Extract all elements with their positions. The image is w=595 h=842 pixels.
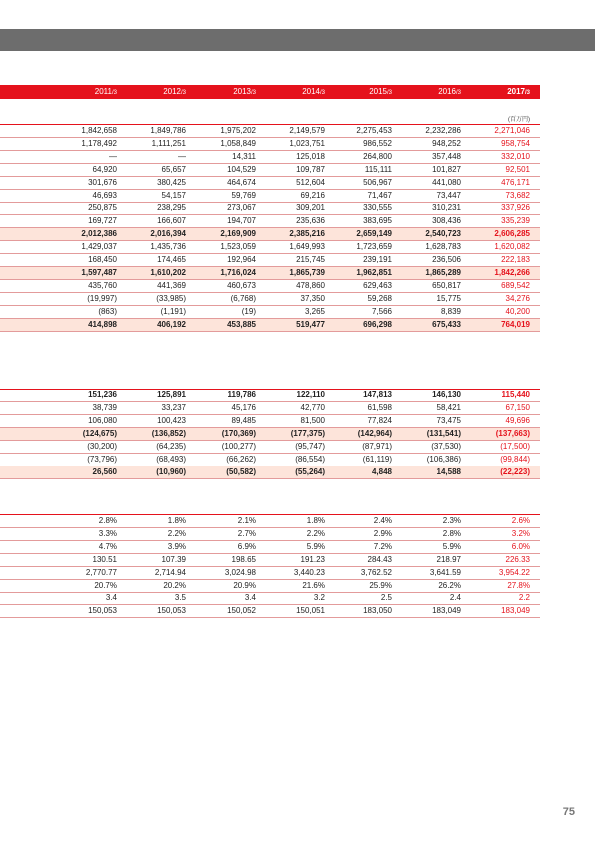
income-row bbox=[0, 280, 540, 293]
table-cell: 383,695 bbox=[363, 216, 392, 226]
cashflow-row bbox=[0, 441, 540, 454]
table-cell: 27.8% bbox=[507, 580, 530, 590]
table-cell: 183,049 bbox=[501, 606, 530, 616]
table-cell: 2,385,216 bbox=[289, 229, 325, 239]
table-cell: 506,967 bbox=[363, 177, 392, 187]
table-cell: (19) bbox=[241, 306, 256, 316]
table-cell: 441,080 bbox=[432, 177, 461, 187]
fiscal-suffix: /3 bbox=[250, 90, 256, 96]
table-cell: 1,628,783 bbox=[425, 242, 461, 252]
indicator-row bbox=[0, 567, 540, 580]
fiscal-suffix: /3 bbox=[319, 90, 325, 96]
table-cell: (86,554) bbox=[295, 454, 325, 464]
table-cell: 194,707 bbox=[227, 216, 256, 226]
table-cell: 689,542 bbox=[501, 280, 530, 290]
table-cell: 2,606,285 bbox=[494, 229, 530, 239]
table-cell: 337,926 bbox=[501, 203, 530, 213]
table-cell: 73,475 bbox=[436, 415, 461, 425]
table-cell: 147,813 bbox=[363, 390, 392, 399]
year-header-2014 bbox=[255, 85, 325, 99]
fiscal-suffix: /3 bbox=[386, 90, 392, 96]
table-cell: 104,529 bbox=[227, 164, 256, 174]
table-cell: 1,620,082 bbox=[494, 242, 530, 252]
table-cell: 2.3% bbox=[442, 516, 461, 525]
income-row bbox=[0, 151, 540, 164]
income-row bbox=[0, 138, 540, 151]
year-header-2013 bbox=[186, 85, 256, 99]
income-row bbox=[0, 125, 540, 138]
table-cell: 3,440.23 bbox=[293, 567, 325, 577]
table-cell: 150,052 bbox=[227, 606, 256, 616]
year-label: 2011 bbox=[94, 87, 112, 96]
table-cell: 235,636 bbox=[296, 216, 325, 226]
income-row bbox=[0, 241, 540, 254]
table-cell: 2,275,453 bbox=[356, 126, 392, 135]
table-cell: (10,960) bbox=[156, 467, 186, 477]
table-cell: 1,597,487 bbox=[81, 267, 117, 277]
year-header-2011 bbox=[47, 85, 117, 99]
table-cell: 3.5 bbox=[174, 593, 186, 603]
fiscal-suffix: /3 bbox=[524, 90, 530, 96]
table-cell: 26.2% bbox=[438, 580, 461, 590]
page-number: 75 bbox=[562, 806, 575, 818]
indicator-row bbox=[0, 592, 540, 605]
table-cell: 169,727 bbox=[88, 216, 117, 226]
table-cell: 115,440 bbox=[501, 390, 530, 399]
cashflow-row bbox=[0, 415, 540, 428]
table-cell: 3,024.98 bbox=[224, 567, 256, 577]
cashflow-row bbox=[0, 454, 540, 467]
year-header-2017 bbox=[460, 85, 530, 99]
table-cell: 25.9% bbox=[369, 580, 392, 590]
table-cell: 192,964 bbox=[227, 255, 256, 264]
table-cell: 38,739 bbox=[92, 402, 117, 412]
table-cell: 3.2 bbox=[313, 593, 325, 603]
table-cell: 174,465 bbox=[157, 255, 186, 264]
table-cell: 166,607 bbox=[157, 216, 186, 226]
table-cell: 100,423 bbox=[157, 415, 186, 425]
table-cell: 2.1% bbox=[237, 516, 256, 525]
year-label: 2016 bbox=[438, 87, 456, 96]
table-cell: 1.8% bbox=[167, 516, 186, 525]
table-cell: 67,150 bbox=[505, 402, 530, 412]
table-cell: 1,716,024 bbox=[220, 267, 256, 277]
table-cell: 238,295 bbox=[157, 203, 186, 213]
table-cell: 330,555 bbox=[363, 203, 392, 213]
table-cell: 2.2 bbox=[518, 593, 530, 603]
table-cell: 2.8% bbox=[442, 528, 461, 538]
indicator-row bbox=[0, 580, 540, 593]
year-header-2015 bbox=[319, 85, 392, 99]
table-cell: (17,500) bbox=[500, 441, 530, 451]
table-cell: 1,178,492 bbox=[81, 138, 117, 148]
table-cell: 15,775 bbox=[436, 293, 461, 303]
table-cell: 40,200 bbox=[505, 306, 530, 316]
table-cell: 2.2% bbox=[167, 528, 186, 538]
table-cell: 3.3% bbox=[98, 528, 117, 538]
table-cell: (106,386) bbox=[426, 454, 461, 464]
table-cell: 2.2% bbox=[306, 528, 325, 538]
table-cell: 69,216 bbox=[300, 190, 325, 200]
table-cell: 460,673 bbox=[227, 280, 256, 290]
top-gray-bar bbox=[0, 29, 595, 51]
table-cell: 2,232,286 bbox=[425, 126, 461, 135]
table-cell: 3,641.59 bbox=[429, 567, 461, 577]
table-cell: (64,235) bbox=[156, 441, 186, 451]
table-cell: 106,080 bbox=[88, 415, 117, 425]
table-cell: 414,898 bbox=[88, 319, 117, 329]
table-cell: 2.8% bbox=[98, 516, 117, 525]
table-cell: 183,050 bbox=[363, 606, 392, 616]
table-cell: 26,560 bbox=[92, 467, 117, 477]
table-cell: 675,433 bbox=[432, 319, 461, 329]
income-row bbox=[0, 177, 540, 190]
table-cell: 478,860 bbox=[296, 280, 325, 290]
table-cell: 7,566 bbox=[371, 306, 392, 316]
table-cell: 34,276 bbox=[505, 293, 530, 303]
table-cell: 1,523,059 bbox=[220, 242, 256, 252]
table-cell: 986,552 bbox=[363, 138, 392, 148]
table-cell: 119,786 bbox=[227, 390, 256, 399]
table-cell: 54,157 bbox=[161, 190, 186, 200]
table-cell: 5.9% bbox=[442, 541, 461, 551]
table-cell: 696,298 bbox=[363, 319, 392, 329]
table-cell: (66,262) bbox=[226, 454, 256, 464]
indicator-row bbox=[0, 554, 540, 567]
year-label: 2017 bbox=[507, 87, 525, 96]
table-cell: 1,865,289 bbox=[425, 267, 461, 277]
table-cell: 4.7% bbox=[98, 541, 117, 551]
table-cell: 2.4% bbox=[373, 516, 392, 525]
table-cell: 49,696 bbox=[505, 415, 530, 425]
table-cell: (863) bbox=[98, 306, 117, 316]
income-row bbox=[0, 202, 540, 215]
table-cell: (68,493) bbox=[156, 454, 186, 464]
table-cell: 650,817 bbox=[432, 280, 461, 290]
table-cell: (124,675) bbox=[82, 428, 117, 438]
cashflow-row bbox=[0, 428, 540, 441]
table-cell: 2,659,149 bbox=[356, 229, 392, 239]
table-cell: 64,920 bbox=[92, 164, 117, 174]
table-cell: 2,149,579 bbox=[289, 126, 325, 135]
table-cell: (73,796) bbox=[87, 454, 117, 464]
year-label: 2014 bbox=[302, 87, 320, 96]
table-cell: 301,676 bbox=[88, 177, 117, 187]
table-cell: 45,176 bbox=[231, 402, 256, 412]
table-cell: 107.39 bbox=[161, 554, 186, 564]
table-cell: 435,760 bbox=[88, 280, 117, 290]
table-cell: 2.6% bbox=[511, 516, 530, 525]
year-label: 2012 bbox=[163, 87, 181, 96]
table-cell: 89,485 bbox=[231, 415, 256, 425]
table-cell: 406,192 bbox=[157, 319, 186, 329]
table-cell: (136,852) bbox=[151, 428, 186, 438]
table-cell: 8,839 bbox=[440, 306, 461, 316]
table-cell: 42,770 bbox=[300, 402, 325, 412]
table-cell: 2,271,046 bbox=[494, 126, 530, 135]
table-cell: 764,019 bbox=[501, 319, 530, 329]
table-cell: 1,975,202 bbox=[220, 126, 256, 135]
table-cell: 20.7% bbox=[94, 580, 117, 590]
table-cell: 250,875 bbox=[88, 203, 117, 213]
table-cell: 1,842,266 bbox=[494, 267, 530, 277]
table-cell: 150,051 bbox=[296, 606, 325, 616]
table-cell: 629,463 bbox=[363, 280, 392, 290]
table-cell: 3.2% bbox=[511, 528, 530, 538]
table-cell: 309,201 bbox=[296, 203, 325, 213]
table-cell: (177,375) bbox=[290, 428, 325, 438]
table-cell: 14,588 bbox=[436, 467, 461, 477]
table-cell: 1,849,786 bbox=[150, 126, 186, 135]
table-cell: 2.4 bbox=[449, 593, 461, 603]
table-cell: 1,962,851 bbox=[356, 267, 392, 277]
table-cell: 168,450 bbox=[88, 255, 117, 264]
table-cell: 33,237 bbox=[161, 402, 186, 412]
table-cell: 150,053 bbox=[157, 606, 186, 616]
table-cell: 1,649,993 bbox=[289, 242, 325, 252]
table-cell: 37,350 bbox=[300, 293, 325, 303]
table-cell: 453,885 bbox=[227, 319, 256, 329]
income-row bbox=[0, 164, 540, 177]
table-cell: 2,714.94 bbox=[154, 567, 186, 577]
table-cell: 222,183 bbox=[501, 255, 530, 264]
table-cell: (19,997) bbox=[87, 293, 117, 303]
table-cell: 226.33 bbox=[505, 554, 530, 564]
table-cell: 14,311 bbox=[232, 151, 256, 161]
fiscal-suffix: /3 bbox=[111, 90, 117, 96]
table-cell: 2,770.77 bbox=[85, 567, 117, 577]
table-cell: 948,252 bbox=[432, 138, 461, 148]
table-cell: 61,598 bbox=[367, 402, 392, 412]
table-cell: 7.2% bbox=[373, 541, 392, 551]
table-cell: (1,191) bbox=[160, 306, 186, 316]
table-cell: 151,236 bbox=[88, 390, 117, 399]
table-cell: 146,130 bbox=[432, 390, 461, 399]
table-cell: (6,768) bbox=[230, 293, 256, 303]
table-cell: 335,239 bbox=[501, 216, 530, 226]
table-cell: 122,110 bbox=[296, 390, 325, 399]
table-cell: 73,447 bbox=[436, 190, 461, 200]
table-cell: (142,964) bbox=[357, 428, 392, 438]
table-cell: 115,111 bbox=[364, 164, 392, 174]
table-cell: 73,682 bbox=[505, 190, 530, 200]
table-cell: 20.9% bbox=[233, 580, 256, 590]
table-cell: (99,844) bbox=[500, 454, 530, 464]
table-cell: 2,016,394 bbox=[150, 229, 186, 239]
table-cell: 273,067 bbox=[227, 203, 256, 213]
unit-label: (百万円) bbox=[508, 117, 530, 123]
income-row bbox=[0, 254, 540, 267]
table-cell: 20.2% bbox=[163, 580, 186, 590]
table-cell: 1,842,658 bbox=[81, 126, 117, 135]
table-cell: 2.7% bbox=[237, 528, 256, 538]
table-cell: 3,954.22 bbox=[498, 567, 530, 577]
table-cell: — bbox=[109, 151, 117, 161]
table-cell: 264,800 bbox=[363, 151, 392, 161]
table-cell: 2,012,386 bbox=[81, 229, 117, 239]
table-cell: 6.0% bbox=[511, 541, 530, 551]
income-row bbox=[0, 267, 540, 280]
table-cell: 198.65 bbox=[231, 554, 256, 564]
year-label: 2013 bbox=[233, 87, 251, 96]
table-cell: 218.97 bbox=[436, 554, 461, 564]
indicator-row bbox=[0, 541, 540, 554]
table-cell: 236,506 bbox=[432, 255, 461, 264]
table-cell: 5.9% bbox=[306, 541, 325, 551]
indicator-row bbox=[0, 605, 540, 618]
table-cell: 71,467 bbox=[367, 190, 392, 200]
fiscal-suffix: /3 bbox=[180, 90, 186, 96]
fiscal-suffix: /3 bbox=[455, 90, 461, 96]
table-cell: 441,369 bbox=[157, 280, 186, 290]
table-cell: 476,171 bbox=[501, 177, 530, 187]
table-cell: (131,541) bbox=[426, 428, 461, 438]
year-header-row bbox=[0, 85, 540, 99]
table-cell: 2.5 bbox=[380, 593, 392, 603]
table-cell: 1,111,251 bbox=[151, 138, 186, 148]
table-cell: 65,657 bbox=[161, 164, 186, 174]
table-cell: 92,501 bbox=[505, 164, 530, 174]
table-cell: (33,985) bbox=[156, 293, 186, 303]
income-row bbox=[0, 293, 540, 306]
table-cell: (137,663) bbox=[495, 428, 530, 438]
year-header-2016 bbox=[391, 85, 461, 99]
table-cell: 332,010 bbox=[501, 151, 530, 161]
income-row bbox=[0, 190, 540, 203]
table-cell: (170,369) bbox=[221, 428, 256, 438]
table-cell: 215,745 bbox=[296, 255, 325, 264]
table-cell: 3.9% bbox=[167, 541, 186, 551]
table-cell: 183,049 bbox=[432, 606, 461, 616]
table-cell: 150,053 bbox=[88, 606, 117, 616]
table-cell: 125,891 bbox=[157, 390, 186, 399]
table-cell: 1,723,659 bbox=[356, 242, 392, 252]
table-cell: 77,824 bbox=[367, 415, 392, 425]
table-cell: (50,582) bbox=[226, 467, 256, 477]
table-cell: 125,018 bbox=[296, 151, 325, 161]
table-cell: (87,971) bbox=[362, 441, 392, 451]
cashflow-row bbox=[0, 389, 540, 402]
table-cell: 1,610,202 bbox=[150, 267, 186, 277]
table-cell: (37,530) bbox=[431, 441, 461, 451]
table-cell: 3,762.52 bbox=[360, 567, 392, 577]
table-cell: 357,448 bbox=[432, 151, 461, 161]
table-cell: (61,119) bbox=[362, 454, 392, 464]
table-cell: (22,223) bbox=[500, 467, 530, 477]
income-row bbox=[0, 215, 540, 228]
year-header-2012 bbox=[116, 85, 186, 99]
table-cell: 21.6% bbox=[302, 580, 325, 590]
table-cell: 46,693 bbox=[92, 190, 117, 200]
table-cell: 308,436 bbox=[432, 216, 461, 226]
table-cell: 2,169,909 bbox=[220, 229, 256, 239]
indicator-row bbox=[0, 515, 540, 528]
table-cell: 109,787 bbox=[296, 164, 325, 174]
table-cell: 519,477 bbox=[296, 319, 325, 329]
income-row bbox=[0, 306, 540, 319]
table-cell: 3,265 bbox=[304, 306, 325, 316]
table-cell: 1,865,739 bbox=[289, 267, 325, 277]
table-cell: 130.51 bbox=[92, 554, 117, 564]
table-cell: 1,429,037 bbox=[81, 242, 117, 252]
table-cell: — bbox=[178, 151, 186, 161]
table-cell: 58,421 bbox=[436, 402, 461, 412]
table-cell: 81,500 bbox=[300, 415, 325, 425]
table-cell: 3.4 bbox=[105, 593, 117, 603]
income-row bbox=[0, 228, 540, 241]
table-cell: 1.8% bbox=[306, 516, 325, 525]
table-cell: 1,058,849 bbox=[220, 138, 256, 148]
table-cell: 101,827 bbox=[432, 164, 461, 174]
year-label: 2015 bbox=[369, 87, 387, 96]
indicator-row bbox=[0, 528, 540, 541]
table-cell: 6.9% bbox=[237, 541, 256, 551]
table-cell: 239,191 bbox=[363, 255, 392, 264]
table-cell: 2,540,723 bbox=[425, 229, 461, 239]
table-cell: (55,264) bbox=[295, 467, 325, 477]
cashflow-row bbox=[0, 466, 540, 479]
table-cell: 59,268 bbox=[367, 293, 392, 303]
table-cell: (95,747) bbox=[295, 441, 325, 451]
table-cell: 310,231 bbox=[432, 203, 461, 213]
table-cell: 2.9% bbox=[373, 528, 392, 538]
table-cell: 284.43 bbox=[367, 554, 392, 564]
table-cell: (100,277) bbox=[221, 441, 256, 451]
table-cell: 1,435,736 bbox=[150, 242, 186, 252]
income-row bbox=[0, 319, 540, 332]
table-cell: 3.4 bbox=[244, 593, 256, 603]
table-cell: 464,674 bbox=[227, 177, 256, 187]
table-cell: (30,200) bbox=[87, 441, 117, 451]
cashflow-row bbox=[0, 402, 540, 415]
table-cell: 958,754 bbox=[501, 138, 530, 148]
table-cell: 512,604 bbox=[296, 177, 325, 187]
table-cell: 59,769 bbox=[231, 190, 256, 200]
table-cell: 380,425 bbox=[157, 177, 186, 187]
table-cell: 1,023,751 bbox=[289, 138, 325, 148]
table-cell: 4,848 bbox=[371, 467, 392, 477]
table-cell: 191.23 bbox=[300, 554, 325, 564]
